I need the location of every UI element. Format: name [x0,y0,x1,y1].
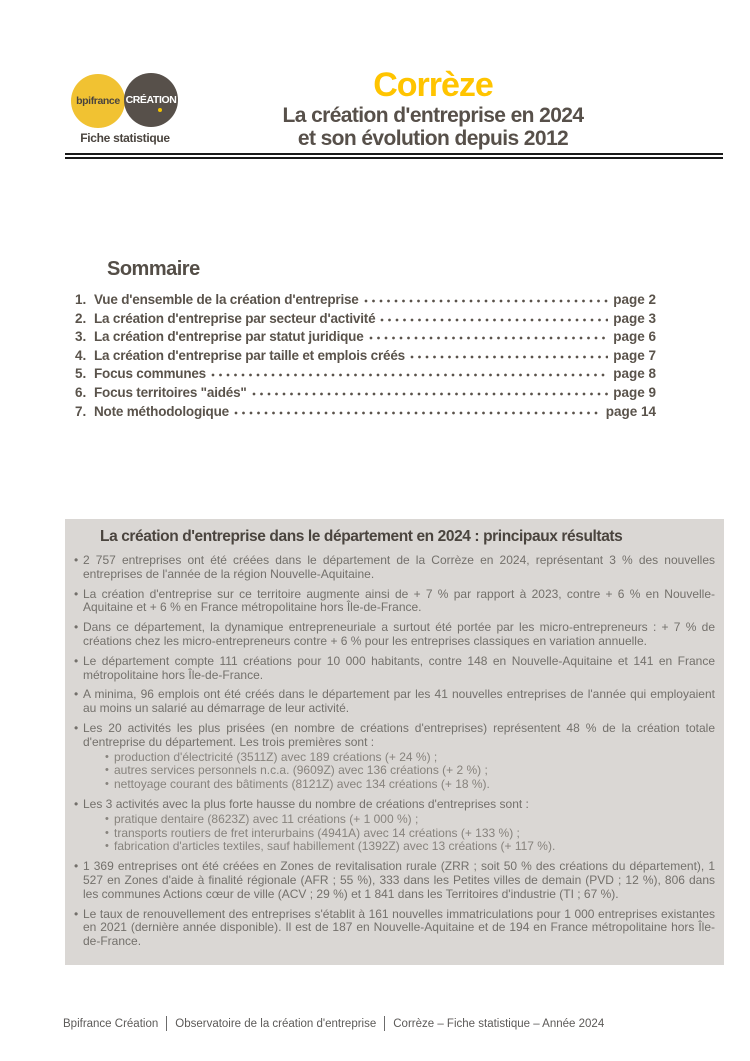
toc-item-page: page 9 [613,384,656,400]
footer-document-label: Corrèze – Fiche statistique – Année 2024 [393,1017,605,1030]
toc-item-page: page 2 [613,292,656,307]
toc-item-5[interactable] [75,367,656,381]
result-bullet-5: • A minima, 96 emplois ont été créés dans le département par les 41 nouvelles entreprises de l'année qui employaient au moins un salarié au démarrage de leur activité. [73,688,715,716]
toc-item-label: La création d'entreprise par statut juridique [94,329,364,345]
result-bullet-2: • La création d'entreprise sur ce territoire augmente ainsi de + 7 % par rapport à 2023, contre + 6 % en Nouvelle-Aquitaine et + 6 % en France métropolitaine hors Île-de-France. [73,588,715,616]
footer-divider-icon [384,1016,385,1031]
results-heading: La création d'entreprise dans le département en 2024 : principaux résultats [100,528,623,545]
toc-item-page: page 3 [613,310,656,326]
result-bullet-3: • Dans ce département, la dynamique entrepreneuriale a surtout été portée par les micro-entrepreneurs : + 7 % de créations chez les micro-entrepreneurs contre + 6 % pour les entreprises classiques en variation annuelle. [73,621,715,649]
result-bullet-6 [73,722,715,792]
toc-heading: Sommaire [107,258,200,280]
result-bullet-4: • Le département compte 111 créations pour 10 000 habitants, contre 148 en Nouvelle-Aquitaine et 141 en France métropolitaine hors Île-de-France. [73,655,715,683]
toc-item-page: page 6 [613,329,656,345]
toc-dotted-leader [380,313,608,323]
toc-item-page: page 14 [605,403,656,419]
result-bullet-1: • 2 757 entreprises ont été créées dans le département de la Corrèze en 2024, représentant 3 % des nouvelles entreprises de l'année de la région Nouvelle-Aquitaine. [73,554,715,582]
toc-item-3[interactable] [75,330,656,344]
result-bullet-7 [73,798,715,854]
toc-item-number: 3. [75,329,87,345]
bpifrance-logo-text: bpifrance [76,95,120,107]
footer-brand: Bpifrance Création [63,1017,159,1030]
toc-item-label: Focus territoires "aidés" [94,384,247,400]
creation-logo-yellow-dot-icon [158,108,162,112]
page-footer [63,1016,604,1031]
page-title: Corrèze [373,66,493,104]
toc-dotted-leader [234,406,601,416]
toc-item-label: Focus communes [94,366,206,382]
list-item: • pratique dentaire (8623Z) avec 11 créations (+ 1 000 %) ; [105,813,715,827]
result-bullet-text: Les 20 activités les plus prisées (en nombre de créations d'entreprises) représentent 48 % de la création totale d'entreprise du département. Les trois premières sont : [83,720,715,749]
toc-item-number: 6. [75,384,87,400]
subtitle-line-2: et son évolution depuis 2012 [297,127,569,150]
toc-item-page: page 8 [613,366,656,382]
list-item: • autres services personnels n.c.a. (9609Z) avec 136 créations (+ 2 %) ; [105,764,715,778]
toc-item-number: 4. [75,347,87,363]
toc-item-number: 5. [75,366,87,382]
toc-dotted-leader [410,350,608,360]
toc-item-label: Vue d'ensemble de la création d'entreprise [94,292,359,307]
bpifrance-logo-icon [71,74,125,128]
top-activities-list [83,751,715,792]
toc-item-number: 2. [75,310,87,326]
toc-item-2[interactable] [75,312,656,326]
toc-item-label: La création d'entreprise par secteur d'activité [94,310,376,326]
table-of-contents [75,293,656,423]
list-item: • fabrication d'articles textiles, sauf habillement (1392Z) avec 13 créations (+ 117 %). [105,840,715,854]
subtitle-line-1: La création d'entreprise en 2024 [282,104,584,127]
bpifrance-creation-logo [71,73,181,148]
toc-dotted-leader [364,294,609,304]
key-results-box [65,519,724,965]
toc-item-1[interactable] [75,293,656,307]
toc-dotted-leader [369,331,609,341]
fastest-growing-activities-list [83,813,715,854]
creation-logo-icon [124,73,178,127]
list-item: • transports routiers de fret interurbains (4941A) avec 14 créations (+ 133 %) ; [105,827,715,841]
toc-item-page: page 7 [613,347,656,363]
result-bullet-text: Les 3 activités avec la plus forte hausse du nombre de créations d'entreprises sont : [83,796,529,811]
result-bullet-9: • Le taux de renouvellement des entreprises s'établit à 161 nouvelles immatriculations pour 1 000 entreprises existantes en 2021 (dernière année disponible). Il est de 187 en Nouvelle-Aquitaine et de 194 en France métropolitaine hors Île-de-France. [73,908,715,949]
toc-item-number: 7. [75,403,87,419]
toc-dotted-leader [252,387,609,397]
toc-item-label: La création d'entreprise par taille et emplois créés [94,347,405,363]
result-bullet-8: • 1 369 entreprises ont été créées en Zones de revitalisation rurale (ZRR ; soit 50 % des créations du département), 1 527 en Zones d'aide à finalité régionale (AFR ; 55 %), 333 dans les Petites villes de demain (PVD ; 12 %), 806 dans les communes Actions cœur de ville (ACV ; 29 %) et 1 841 dans les Territoires d'industrie (TI ; 67 %). [73,860,715,901]
toc-item-label: Note méthodologique [94,403,229,419]
list-item: • nettoyage courant des bâtiments (8121Z) avec 134 créations (+ 18 %). [105,778,715,792]
page-subtitle [175,104,691,150]
logo-caption: Fiche statistique [80,131,170,145]
toc-dotted-leader [211,368,608,378]
toc-item-number: 1. [75,292,87,307]
title-block [175,68,691,150]
toc-item-7[interactable] [75,405,656,419]
header-divider [65,153,723,159]
creation-logo-text: CRÉATION [125,94,177,106]
list-item: • production d'électricité (3511Z) avec 189 créations (+ 24 %) ; [105,751,715,765]
footer-divider-icon [166,1016,167,1031]
toc-item-6[interactable] [75,386,656,400]
footer-observatory: Observatoire de la création d'entreprise [175,1017,377,1030]
toc-item-4[interactable] [75,349,656,363]
